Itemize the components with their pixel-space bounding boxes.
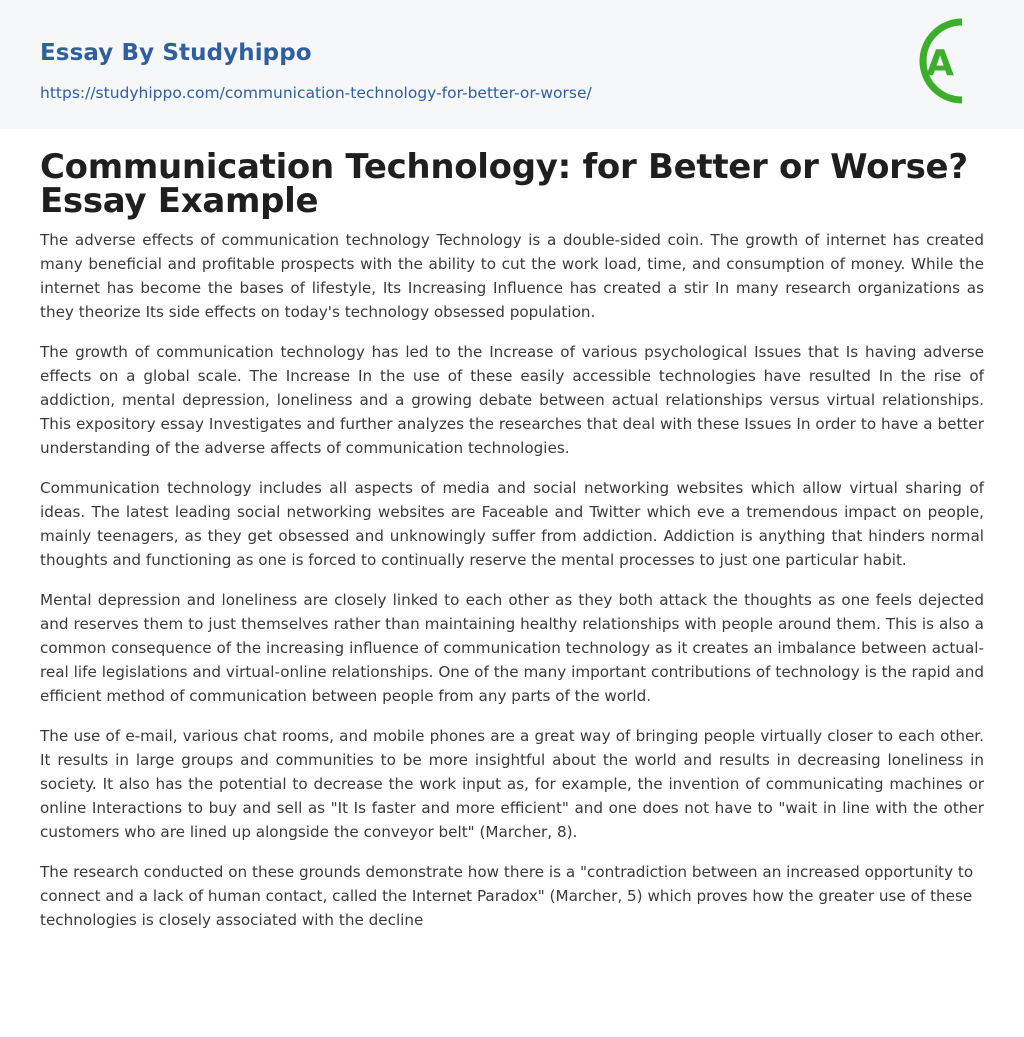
- essay-body: [40, 228, 984, 948]
- logo-letter: A: [926, 43, 954, 84]
- essay-paragraph: Mental depression and loneliness are closely linked to each other as they both attack the thoughts as one feels dejected and reserves them to just themselves rather than maintaining healthy relationships with people around them. This is also a common consequence of the increasing influence of communication technology as it creates an imbalance between actual-real life legislations and virtual-online relationships. One of the many important contributions of technology is the rapid and efficient method of communication between people from any parts of the world.: [40, 591, 984, 705]
- essay-paragraph: The use of e-mail, various chat rooms, and mobile phones are a great way of bringing people virtually closer to each other. It results in large groups and communities to be more insightful about the world and results in decreasing loneliness in society. It also has the potential to decrease the work input as, for example, the invention of communicating machines or online Interactions to buy and sell as "It Is faster and more efficient" and one does not have to "wait in line with the other customers who are lined up alongside the conveyor belt" (Marcher, 8).: [40, 727, 984, 841]
- site-brand[interactable]: Essay By Studyhippo: [40, 40, 312, 66]
- site-header: [0, 0, 1024, 129]
- essay-title: Communication Technology: for Better or Worse? Essay Example: [40, 147, 968, 221]
- essay-paragraph: The adverse effects of communication technology Technology is a double-sided coin. The growth of internet has created many beneficial and profitable prospects with the ability to cut the work load, time, and consumption of money. While the internet has become the bases of lifestyle, Its Increasing Influence has created a stir In many research organizations as they theorize Its side effects on today's technology obsessed population.: [40, 231, 984, 321]
- source-url-link[interactable]: https://studyhippo.com/communication-technology-for-better-or-worse/: [40, 84, 592, 102]
- essay-paragraph: The growth of communication technology has led to the Increase of various psychological Issues that Is having adverse effects on a global scale. The Increase In the use of these easily accessible technologies have resulted In the rise of addiction, mental depression, loneliness and a growing debate between actual relationships versus virtual relationships. This expository essay Investigates and further analyzes the researches that deal with these Issues In order to have a better understanding of the adverse affects of communication technologies.: [40, 343, 984, 457]
- essay-paragraph: The research conducted on these grounds demonstrate how there is a "contradiction between an increased opportunity to connect and a lack of human contact, called the Internet Paradox" (Marcher, 5) which proves how the greater use of these technologies is closely associated with the decline: [40, 863, 974, 929]
- studyhippo-logo-icon[interactable]: [912, 18, 986, 106]
- essay-paragraph: Communication technology includes all aspects of media and social networking websites which allow virtual sharing of ideas. The latest leading social networking websites are Faceable and Twitter which eve a tremendous impact on people, mainly teenagers, as they get obsessed and unknowingly suffer from addiction. Addiction is anything that hinders normal thoughts and functioning as one is forced to continually reserve the mental processes to just one particular habit.: [40, 479, 984, 569]
